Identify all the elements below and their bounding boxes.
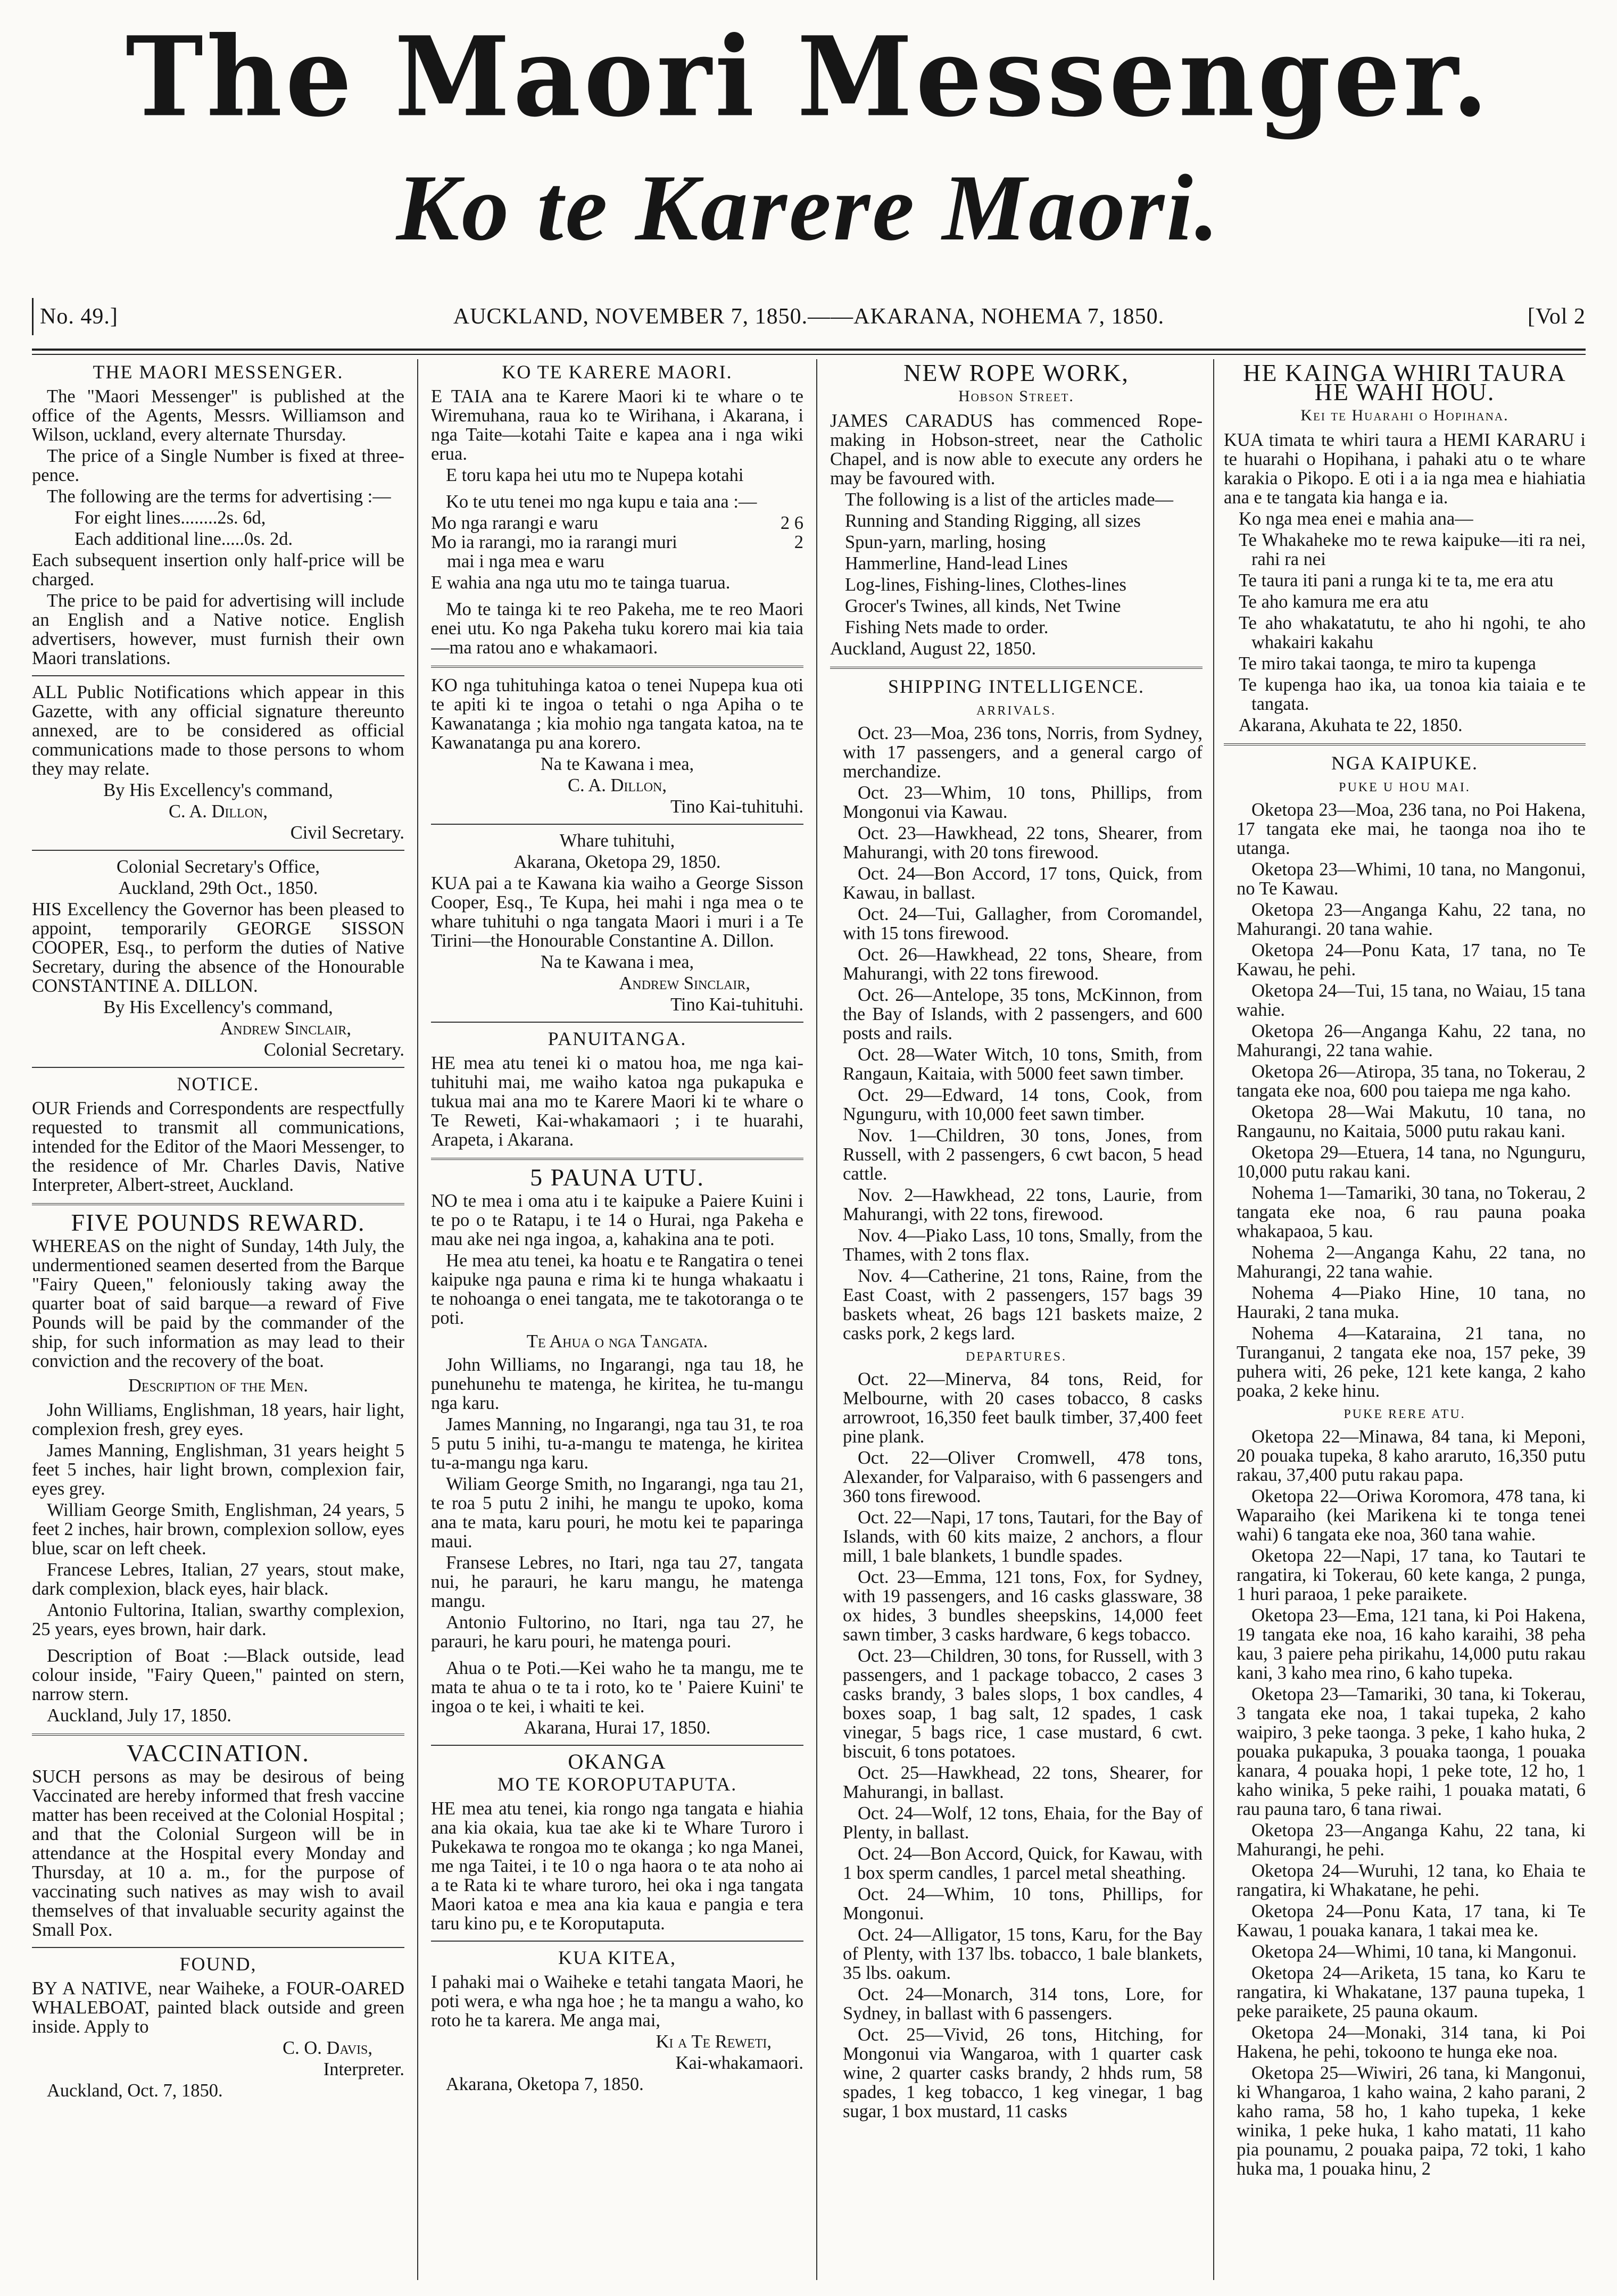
ship-entry: Oct. 23—Emma, 121 tons, Fox, for Sydney, with 19 passengers, and 16 casks glassware, 38 ox hides, 3 bundles sheepskins, 14,000 feet sawn timber, 3 casks hardware, 6 kegs tobacco.	[843, 1567, 1203, 1645]
paragraph: The "Maori Messenger" is published at the office of the Agents, Messrs. Williamson and Wilson, uckland, every alternate Thursday.	[32, 386, 404, 445]
description-item: James Manning, Englishman, 31 years height 5 feet 5 inches, hair light brown, complexion fair, eyes grey.	[32, 1440, 404, 1499]
ship-entry: Oketopa 24—Ariketa, 15 tana, ko Karu te rangatira, ki Whakatane, 137 pauna tupeka, 1 peke paraikete, 25 pauna okaum.	[1237, 1963, 1586, 2021]
list-item: Te aho whakatatutu, te aho hi ngohi, te aho whakairi kakahu	[1239, 613, 1586, 652]
column-divider	[417, 359, 418, 2280]
paragraph: The price to be paid for advertising will include an English and a Native notice. English advertisers, however, must furnish their own Maori translations.	[32, 591, 404, 668]
divider	[32, 850, 404, 851]
masthead	[0, 13, 1617, 261]
divider	[431, 824, 803, 825]
ship-entry: Oketopa 23—Ema, 121 tana, ki Poi Hakena, 19 tangata eke noa, 16 kaho karaihi, 38 peha kau, 3 paiere peha pirikahu, 14,000 putu rakau kani, 3 kaho mea rino, 6 kaho tupeka.	[1237, 1605, 1586, 1683]
column-divider	[1213, 359, 1214, 2280]
paragraph-found: BY A NATIVE, near Waiheke, a FOUR-OARED WHALEBOAT, painted black outside and green inside. Apply to	[32, 1978, 404, 2037]
heading-okanga: OKANGA	[568, 1750, 667, 1773]
ship-entry: Oct. 22—Napi, 17 tons, Tautari, for the Bay of Islands, with 60 kits maize, 2 anchors, a flour mill, 1 bale blankets, 1 bundle spades.	[843, 1507, 1203, 1566]
ship-entry: Oct. 23—Whim, 10 tons, Phillips, from Mongonui via Kawau.	[843, 783, 1203, 822]
divider	[431, 1158, 803, 1162]
subheading-puke-rere-atu: PUKE RERE ATU.	[1344, 1407, 1466, 1421]
divider	[32, 675, 404, 676]
signature-name: C. O. Davis,	[283, 2038, 372, 2058]
list-item: Te Whakaheke mo te rewa kaipuke—iti ra nei, rahi ra nei	[1239, 530, 1586, 569]
heading-kainga-whiri-taura: HE KAINGA WHIRI TAURA	[1243, 359, 1566, 386]
ship-entry: Oketopa 23—Whimi, 10 tana, no Mangonui, no Te Kawau.	[1237, 859, 1586, 899]
ship-entry: Oct. 24—Bon Accord, 17 tons, Quick, from Kawau, in ballast.	[843, 864, 1203, 903]
dated-line: Auckland, July 17, 1850.	[47, 1705, 231, 1726]
signature-name: C. A. Dillon,	[567, 775, 667, 795]
subheading-departures: DEPARTURES.	[965, 1350, 1067, 1364]
column-divider	[816, 359, 817, 2280]
ship-entry: Oketopa 28—Wai Makutu, 10 tana, no Rangaunu, no Kaitaia, 5000 putu rakau kani.	[1237, 1102, 1586, 1141]
ship-entry: Nov. 2—Hawkhead, 22 tons, Laurie, from Mahurangi, with 22 tons, firewood.	[843, 1185, 1203, 1224]
masthead-title-english: The Maori Messenger.	[126, 13, 1491, 142]
paragraph: KUA timata te whiri taura a HEMI KARARU i te huarahi o Hopihana, i pahaki atu o te whare karakia o Pikopo. E oti i a ia nga mea e hiahiatia ana e te tangata kia hanga e ia.	[1224, 430, 1586, 508]
heading-maori-messenger: THE MAORI MESSENGER.	[93, 361, 344, 383]
paragraph: I pahaki mai o Waiheke e tetahi tangata Maori, he poti wera, e wha nga hoe ; he ta mangu a waho, ko roto he ta karera. Me anga mai,	[431, 1972, 803, 2030]
list-item: Te taura iti pani a runga ki te ta, me era atu	[1239, 570, 1554, 591]
subheading-puke-u-hou-mai: PUKE U HOU MAI.	[1339, 781, 1471, 794]
subheading-okanga: MO TE KOROPUTAPUTA.	[497, 1773, 737, 1795]
list-item: Te miro takai taonga, te miro ta kupenga	[1239, 653, 1536, 674]
ship-entry: Oct. 22—Oliver Cromwell, 478 tons, Alexander, for Valparaiso, with 6 passengers and 360 tons firewood.	[843, 1448, 1203, 1506]
ship-entry: Oketopa 23—Anganga Kahu, 22 tana, ki Mahurangi, he pehi.	[1237, 1820, 1586, 1860]
divider	[431, 1022, 803, 1023]
signature-title: Civil Secretary.	[290, 823, 404, 843]
signature-line: Na te Kawana i mea,	[540, 952, 694, 972]
dated-line: Akarana, Akuhata te 22, 1850.	[1239, 715, 1463, 735]
divider	[32, 1067, 404, 1068]
description-item: James Manning, no Ingarangi, nga tau 31, te roa 5 putu 5 inihi, tu-a-mangu te matenga, he kiritea tu-a-mangu nga karu.	[431, 1414, 803, 1473]
ship-entry: Oct. 24—Tui, Gallagher, from Coromandel, with 15 tons firewood.	[843, 904, 1203, 943]
paragraph: E wahia ana nga utu mo te tainga tuarua.	[431, 573, 731, 593]
rate-label: Mo ia rarangi, mo ia rarangi muri	[431, 532, 677, 552]
divider	[830, 667, 1203, 670]
office-line: Whare tuhituhi,	[559, 831, 675, 851]
ship-entry: Oct. 28—Water Witch, 10 tons, Smith, from Rangaun, Kaitaia, with 5000 feet sawn timber.	[843, 1045, 1203, 1084]
heading-karere-maori: KO TE KARERE MAORI.	[502, 361, 733, 383]
column-4	[1224, 359, 1586, 2280]
subheading-ahua: Te Ahua o nga Tangata.	[526, 1331, 708, 1352]
divider	[32, 1734, 404, 1737]
paragraph: Mo te tainga ki te reo Pakeha, me te reo Maori enei utu. Ko nga Pakeha tuku korero mai kia taia—ma ratou ano e whakamaori.	[431, 599, 803, 658]
signature-line: Na te Kawana i mea,	[540, 754, 694, 774]
heading-vaccination: VACCINATION.	[127, 1739, 310, 1767]
office-date: Auckland, 29th Oct., 1850.	[118, 878, 318, 898]
dated-line: Akarana, Oketopa 7, 1850.	[446, 2074, 644, 2094]
ship-entry: Oct. 24—Monarch, 314 tons, Lore, for Sydney, in ballast with 6 passengers.	[843, 1984, 1203, 2024]
description-item: Antonio Fultorina, Italian, swarthy complexion, 25 years, eyes brown, hair dark.	[32, 1600, 404, 1639]
divider	[431, 1941, 803, 1942]
ship-entry: Oct. 23—Children, 30 tons, for Russell, with 3 passengers, and 1 package tobacco, 2 cases 3 casks brandy, 3 bales slops, 1 box candles, 4 boxes soap, 1 bag salt, 12 spades, 1 cask vinegar, 5 bags rice, 1 case mustard, 6 cwt. biscuit, 6 tons potatoes.	[843, 1646, 1203, 1762]
ship-entry: Nohema 4—Kataraina, 21 tana, no Turanganui, 2 tangata eke noa, 157 peke, 39 puhera witi, 26 peke, 121 kete kanga, 2 kaho poaka, 2 keke hinu.	[1237, 1323, 1586, 1401]
paragraph: HE mea atu tenei ki o matou hoa, me nga kai-tuhituhi mai, me waiho katoa nga pukapuka e tukua mai ana mo te Karere Maori ki te whare o Te Reweti, Kai-whakamaori ; i te huarahi, Arapeta, i Akarana.	[431, 1053, 803, 1150]
page-columns	[32, 359, 1586, 2280]
list-item: Hammerline, Hand-lead Lines	[845, 553, 1068, 574]
divider	[431, 666, 803, 669]
issue-date: AUCKLAND, NOVEMBER 7, 1850.——AKARANA, NOHEMA 7, 1850.	[453, 304, 1165, 329]
paragraph: E toru kapa hei utu mo te Nupepa kotahi	[446, 465, 744, 485]
ship-entry: Oketopa 26—Atiropa, 35 tana, no Tokerau, 2 tangata eke noa, 600 pou taiepa me nga kaho.	[1237, 1062, 1586, 1101]
list-item: Te aho kamura me era atu	[1239, 592, 1429, 612]
signature-title: Colonial Secretary.	[263, 1040, 404, 1060]
ship-entry: Oct. 29—Edward, 14 tons, Cook, from Ngunguru, with 10,000 feet sawn timber.	[843, 1085, 1203, 1124]
paragraph: The following are the terms for advertising :—	[47, 486, 391, 507]
rate-label: mai i nga mea e waru	[447, 551, 604, 571]
ship-entry: Oketopa 22—Napi, 17 tana, ko Tautari te rangatira, ki Tokerau, 60 kete kanga, 2 punga, 1 huri paraoa, 1 peke paraikete.	[1237, 1546, 1586, 1604]
paragraph: HE mea atu tenei, kia rongo nga tangata e hiahia ana kia okaia, kua tae ake ki te Whare Turoro i Pukekawa te rongoa mo te okanga ; ko nga Manei, me nga Taitei, i te 10 o nga haora o te ata noho ai a te Rata ki te whare turoro, hei oka i nga tangata Maori katoa e mea ana kia kaua e pangia e tera taru kino pu, e te Koroputaputa.	[431, 1798, 803, 1934]
paragraph-notifications: ALL Public Notifications which appear in this Gazette, with any official signature thereunto annexed, are to be considered as official communications made to those persons to whom they may relate.	[32, 682, 404, 779]
signature-title: Interpreter.	[323, 2059, 404, 2079]
heading-nga-kaipuke: NGA KAIPUKE.	[1331, 752, 1478, 774]
signature-title: Tino Kai-tuhituhi.	[670, 797, 803, 817]
signature-name: Andrew Sinclair,	[619, 973, 750, 993]
description-item: Antonio Fultorino, no Itari, nga tau 27, he parauri, he karu pouri, he matenga pouri.	[431, 1612, 803, 1652]
ship-entry: Oct. 22—Minerva, 84 tons, Reid, for Melbourne, with 20 cases tobacco, 8 casks arrowroot, 16,350 feet baulk timber, 37,400 feet pine plank.	[843, 1369, 1203, 1447]
divider	[431, 1745, 803, 1746]
divider	[32, 1203, 404, 1207]
paragraph: E TAIA ana te Karere Maori ki te whare o te Wiremuhana, raua ko te Wirihana, i Akarana, i nga Taite—kotahi Taite e kapea ana i nga wiki erua.	[431, 386, 803, 464]
dated-line: Akarana, Hurai 17, 1850.	[524, 1718, 711, 1738]
signature-name: Andrew Sinclair,	[220, 1018, 351, 1039]
heading-panuitanga: PANUITANGA.	[548, 1028, 687, 1049]
subheading-hobson-street: Hobson Street.	[958, 387, 1074, 405]
divider	[1224, 743, 1586, 747]
description-item: Description of Boat :—Black outside, lead colour inside, "Fairy Queen," painted on stern, narrow stern.	[32, 1646, 404, 1704]
list-item: Grocer's Twines, all kinds, Net Twine	[845, 596, 1121, 616]
ship-entry: Oketopa 24—Ponu Kata, 17 tana, ki Te Kawau, 1 pouaka kanara, 1 takai mea ke.	[1237, 1901, 1586, 1941]
issue-number: No. 49.]	[32, 298, 118, 335]
rate-label: Mo nga rarangi e waru	[431, 513, 599, 533]
subheading-description: Description of the Men.	[128, 1375, 309, 1396]
description-item: John Williams, no Ingarangi, nga tau 18, he punehunehu te matenga, he kiritea, he tu-mangu nga karu.	[431, 1355, 803, 1413]
dated-line: Auckland, August 22, 1850.	[830, 639, 1036, 659]
signature-line: By His Excellency's command,	[103, 780, 333, 800]
masthead-rule	[32, 349, 1586, 355]
list-item: Te kupenga hao ika, ua tonoa kia taiaia e te tangata.	[1239, 675, 1586, 714]
description-item: Ahua o te Poti.—Kei waho he ta mangu, me te mata te ahua o te ta i roto, ko te ' Paiere Kuini' te ingoa o te kei, i whaiti te kei.	[431, 1658, 803, 1717]
rate-value: 2	[794, 532, 803, 552]
heading-found: FOUND,	[179, 1953, 257, 1975]
paragraph: The following is a list of the articles made—	[845, 490, 1174, 510]
ship-entry: Oct. 26—Hawkhead, 22 tons, Sheare, from Mahurangi, with 22 tons firewood.	[843, 944, 1203, 984]
ship-entry: Oct. 25—Hawkhead, 22 tons, Shearer, for Mahurangi, in ballast.	[843, 1763, 1203, 1802]
ship-entry: Oct. 24—Bon Accord, Quick, for Kawau, with 1 box sperm candles, 1 parcel metal sheathing.	[843, 1844, 1203, 1883]
subheading-arrivals: ARRIVALS.	[976, 704, 1056, 718]
ship-entry: Oct. 24—Wolf, 12 tons, Ehaia, for the Bay of Plenty, in ballast.	[843, 1803, 1203, 1843]
paragraph: NO te mea i oma atu i te kaipuke a Paiere Kuini i te po o te Ratapu, i te 14 o Hurai, nga Pakeha e mau ake nei nga ingoa, a, kahakina ana te poti.	[431, 1191, 803, 1249]
ship-entry: Oct. 24—Alligator, 15 tons, Karu, for the Bay of Plenty, with 137 lbs. tobacco, 1 bale blankets, 35 lbs. oakum.	[843, 1925, 1203, 1983]
subheading-hopihana: Kei te Huarahi o Hopihana.	[1300, 407, 1509, 424]
ship-entry: Oketopa 26—Anganga Kahu, 22 tana, no Mahurangi, 22 tana wahie.	[1237, 1021, 1586, 1060]
ship-entry: Oketopa 24—Tui, 15 tana, no Waiau, 15 tana wahie.	[1237, 981, 1586, 1020]
dated-line: Auckland, Oct. 7, 1850.	[47, 2081, 223, 2101]
ship-entry: Oketopa 22—Oriwa Koromora, 478 tana, ki Waparaiho (kei Marikena ki te tonga tenei wahi) 6 tangata eke noa, 360 tana wahie.	[1237, 1486, 1586, 1545]
paragraph-appointment: HIS Excellency the Governor has been pleased to appoint, temporarily GEORGE SISSON COOPER, Esq., to perform the duties of Native Secretary, during the absence of the Honourable CONSTANTINE A. DILLON.	[32, 899, 404, 996]
ship-entry: Nov. 4—Catherine, 21 tons, Raine, from the East Coast, with 2 passengers, 157 bags 39 baskets wheat, 26 bags 121 baskets maize, 2 casks pork, 2 kegs lard.	[843, 1266, 1203, 1344]
ship-entry: Oct. 25—Vivid, 26 tons, Hitching, for Mongonui via Wangaroa, with 1 quarter cask wine, 2 quarter casks brandy, 2 hhds rum, 58 spades, 1 keg tobacco, 1 keg vinegar, 1 bag sugar, 1 box mustard, 11 casks	[843, 2025, 1203, 2121]
column-3	[830, 359, 1203, 2280]
ship-entry: Oct. 24—Whim, 10 tons, Phillips, for Mongonui.	[843, 1884, 1203, 1924]
ship-entry: Nov. 4—Piako Lass, 10 tons, Smally, from the Thames, with 2 tons flax.	[843, 1225, 1203, 1265]
list-item: Running and Standing Rigging, all sizes	[845, 511, 1141, 531]
rate-row	[431, 513, 803, 533]
paragraph: He mea atu tenei, ka hoatu e te Rangatira o tenei kaipuke nga pauna e rima ki te hunga whakaatu i te nohoanga o enei tangata, me te takotoranga o te poti.	[431, 1250, 803, 1328]
description-item: John Williams, Englishman, 18 years, hair light, complexion fresh, grey eyes.	[32, 1400, 404, 1439]
column-2	[431, 359, 803, 2280]
paragraph: KUA pai a te Kawana kia waiho a George Sisson Cooper, Esq., Te Kupa, hei mahi i nga mea o te whare tuhituhi o nga tangata Maori i muri i a Te Tirini—the Honourable Constantine A. Dillon.	[431, 873, 803, 951]
ship-entry: Nohema 1—Tamariki, 30 tana, no Tokerau, 2 tangata eke noa, 6 rau pauna poaka whakapaoa, 5 kau.	[1237, 1183, 1586, 1241]
description-item: Fransese Lebres, no Itari, nga tau 27, tangata nui, he parauri, he karu mangu, he matenga mangu.	[431, 1553, 803, 1611]
ship-entry: Oketopa 23—Tamariki, 30 tana, ki Tokerau, 3 tangata eke noa, 1 takai tupeka, 2 kaho waipiro, 3 peke taonga. 3 peke, 1 kaho huka, 2 pouaka pukapuka, 3 pouaka taonga, 1 pouaka kanara, 4 pouaka hopi, 1 peke tote, 12 ho, 1 kaho winika, 5 peke raihi, 1 pouaka matati, 6 rau pauna taro, 6 tana riwai.	[1237, 1684, 1586, 1819]
divider	[32, 1947, 404, 1948]
heading-wahi-hou: HE WAHI HOU.	[1314, 378, 1495, 405]
ship-entry: Oketopa 24—Whimi, 10 tana, ki Mangonui.	[1251, 1942, 1577, 1962]
heading-shipping: SHIPPING INTELLIGENCE.	[888, 676, 1145, 697]
advert-rate: Each additional line.....0s. 2d.	[74, 529, 293, 549]
ship-entry: Oct. 26—Antelope, 35 tons, McKinnon, from the Bay of Islands, with 2 passengers, and 600 posts and rails.	[843, 985, 1203, 1043]
paragraph-notice: OUR Friends and Correspondents are respectfully requested to transmit all communications, intended for the Editor of the Maori Messenger, to the residence of Mr. Charles Davis, Native Interpreter, Albert-street, Auckland.	[32, 1098, 404, 1195]
list-item: Fishing Nets made to order.	[845, 617, 1049, 637]
ship-entry: Oketopa 23—Anganga Kahu, 22 tana, no Mahurangi. 20 tana wahie.	[1237, 900, 1586, 939]
ship-entry: Oketopa 24—Monaki, 314 tana, ki Poi Hakena, he pehi, tokoono te hunga eke noa.	[1237, 2023, 1586, 2062]
signature-name: Ki a Te Reweti,	[656, 2032, 772, 2052]
ship-entry: Oketopa 29—Etuera, 14 tana, no Ngunguru, 10,000 putu rakau kani.	[1237, 1142, 1586, 1182]
signature-title: Tino Kai-tuhituhi.	[670, 994, 803, 1015]
paragraph-vaccination: SUCH persons as may be desirous of being Vaccinated are hereby informed that fresh vaccine matter has been received at the Colonial Hospital ; and that the Colonial Surgeon will be in attendance at the Hospital every Monday and Thursday, at 10 a. m., for the purpose of vaccinating such natives as may wish to avail themselves of that invaluable security against the Small Pox.	[32, 1767, 404, 1940]
paragraph: JAMES CARADUS has commenced Rope-making in Hobson-street, near the Catholic Chapel, and is now able to execute any orders he may be favoured with.	[830, 411, 1203, 488]
description-item: Wiliam George Smith, no Ingarangi, nga tau 21, te roa 5 putu 2 inihi, he mangu te upoko, koma ana te mata, karu pouri, he motu kei te paparinga maui.	[431, 1474, 803, 1552]
heading-utu: 5 PAUNA UTU.	[530, 1164, 704, 1191]
signature-title: Kai-whakamaori.	[675, 2053, 803, 2073]
ship-entry: Oct. 23—Hawkhead, 22 tons, Shearer, from Mahurangi, with 20 tons firewood.	[843, 823, 1203, 863]
paragraph: Ko nga mea enei e mahia ana—	[1239, 509, 1473, 529]
office-line: Colonial Secretary's Office,	[116, 857, 320, 877]
paragraph: Each subsequent insertion only half-price will be charged.	[32, 550, 404, 590]
ship-entry: Oct. 23—Moa, 236 tons, Norris, from Sydney, with 17 passengers, and a general cargo of merchandize.	[843, 723, 1203, 782]
heading-rope-work: NEW ROPE WORK,	[903, 359, 1129, 386]
list-item: Log-lines, Fishing-lines, Clothes-lines	[845, 575, 1126, 595]
ship-entry: Oketopa 25—Wiwiri, 26 tana, ki Mangonui, ki Whangaroa, 1 kaho waina, 2 kaho parani, 2 kaho rama, 58 ho, 1 kaho tupeka, 1 keke winika, 1 peke huka, 1 kaho matati, 11 kaho pia pounamu, 2 pouaka paipa, 72 toki, 1 kaho huka ma, 1 pouaka hinu, 2	[1237, 2063, 1586, 2179]
paragraph-reward: WHEREAS on the night of Sunday, 14th July, the undermentioned seamen deserted from the Barque "Fairy Queen," feloniously taking away the quarter boat of said barque—a reward of Five Pounds will be paid by the commander of the ship, for such information as may lead to their conviction and the recovery of the boat.	[32, 1236, 404, 1371]
signature-name: C. A. Dillon,	[168, 801, 268, 822]
rate-value: 2 6	[780, 513, 803, 533]
description-item: William George Smith, Englishman, 24 years, 5 feet 2 inches, hair brown, complexion sollow, eyes blue, scar on left cheek.	[32, 1500, 404, 1559]
ship-entry: Oketopa 24—Ponu Kata, 17 tana, no Te Kawau, he pehi.	[1237, 940, 1586, 980]
signature-line: By His Excellency's command,	[103, 997, 333, 1017]
heading-notice: NOTICE.	[177, 1073, 260, 1095]
advert-rate: For eight lines........2s. 6d,	[74, 508, 266, 528]
ship-entry: Oketopa 24—Wuruhi, 12 tana, ko Ehaia te rangatira, ki Whakatane, he pehi.	[1237, 1861, 1586, 1900]
volume-number: [Vol 2	[1527, 304, 1586, 329]
rate-row	[431, 533, 803, 552]
column-1	[32, 359, 404, 2280]
list-item: Spun-yarn, marling, hosing	[845, 532, 1046, 552]
office-date: Akarana, Oketopa 29, 1850.	[513, 852, 721, 872]
ship-entry: Oketopa 22—Minawa, 84 tana, ki Meponi, 20 pouaka tupeka, 8 kaho araruto, 16,350 putu rakau, 37,400 putu rakau papa.	[1237, 1427, 1586, 1485]
masthead-title-maori: Ko te Karere Maori.	[396, 155, 1221, 260]
ship-entry: Nov. 1—Children, 30 tons, Jones, from Russell, with 2 passengers, 6 cwt bacon, 5 head cattle.	[843, 1125, 1203, 1184]
heading-reward: FIVE POUNDS REWARD.	[71, 1209, 366, 1236]
paragraph: The price of a Single Number is fixed at three-pence.	[32, 446, 404, 485]
paragraph: KO nga tuhituhinga katoa o tenei Nupepa kua oti te apiti ki te ingoa o tetahi o nga Apiha o te Kawanatanga ; kia mohio nga tangata katoa, na te Kawanatanga pu ana korero.	[431, 675, 803, 753]
dateline	[32, 298, 1586, 335]
ship-entry: Nohema 2—Anganga Kahu, 22 tana, no Mahurangi, 22 tana wahie.	[1237, 1242, 1586, 1282]
ship-entry: Oketopa 23—Moa, 236 tana, no Poi Hakena, 17 tangata eke mai, he taonga noa iho te utanga.	[1237, 800, 1586, 858]
paragraph: Ko te utu tenei mo nga kupu e taia ana :—	[446, 492, 757, 512]
ship-entry: Nohema 4—Piako Hine, 10 tana, no Hauraki, 2 tana muka.	[1237, 1283, 1586, 1322]
heading-kua-kitea: KUA KITEA,	[558, 1947, 676, 1968]
description-item: Francese Lebres, Italian, 27 years, stout make, dark complexion, black eyes, hair black.	[32, 1560, 404, 1599]
